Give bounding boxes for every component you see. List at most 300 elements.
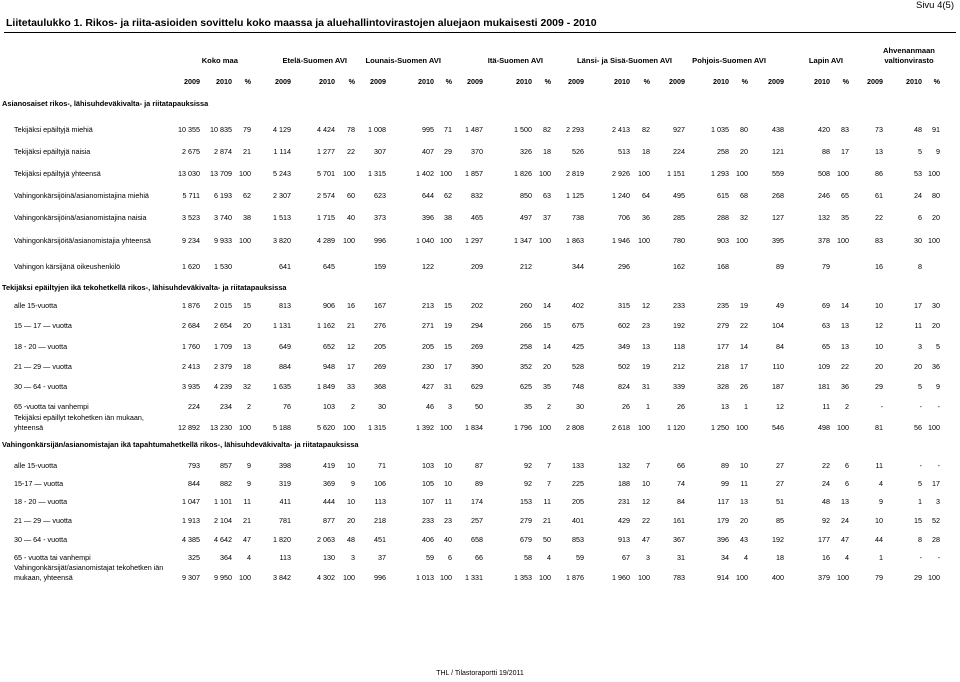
value-cell: 927	[673, 125, 685, 134]
value-cell: 16	[822, 553, 830, 562]
value-cell: 27	[776, 461, 784, 470]
value-cell: 882	[220, 479, 232, 488]
percent-cell: 100	[440, 573, 452, 582]
value-cell: 13 230	[210, 423, 232, 432]
value-cell: 271	[422, 321, 434, 330]
value-cell: 130	[323, 553, 335, 562]
value-cell: 813	[279, 301, 291, 310]
title-divider	[4, 32, 956, 33]
value-cell: 352	[520, 362, 532, 371]
percent-cell: 14	[841, 301, 849, 310]
value-cell: 67	[622, 553, 630, 562]
value-cell: 84	[677, 497, 685, 506]
percent-cell: 100	[638, 169, 650, 178]
value-cell: 53	[914, 169, 922, 178]
percent-cell: 20	[243, 321, 251, 330]
percent-cell: 20	[740, 516, 748, 525]
row-label: Tekijäksi epäillyt tekohetken iän mukaan,	[14, 413, 144, 422]
value-cell: 288	[717, 213, 729, 222]
value-cell: 4 385	[182, 535, 200, 544]
value-cell: 370	[471, 147, 483, 156]
row-label: Tekijäksi epäiltyjä miehiä	[14, 125, 93, 134]
percent-cell: 1	[744, 402, 748, 411]
value-cell: 12	[875, 321, 883, 330]
value-cell: 13	[875, 147, 883, 156]
percent-cell: 15	[243, 301, 251, 310]
percent-cell: -	[937, 461, 940, 470]
percent-cell: 14	[543, 301, 551, 310]
value-cell: 177	[717, 342, 729, 351]
value-cell: 234	[220, 402, 232, 411]
percent-cell: 9	[936, 147, 940, 156]
value-cell: 497	[520, 213, 532, 222]
value-cell: 269	[374, 362, 386, 371]
percent-cell: 10	[347, 461, 355, 470]
value-cell: 369	[323, 479, 335, 488]
value-cell: 13	[721, 402, 729, 411]
value-cell: 81	[875, 423, 883, 432]
value-cell: 65	[822, 342, 830, 351]
value-cell: 3 842	[273, 573, 291, 582]
percent-cell: 80	[932, 191, 940, 200]
percent-cell: 40	[444, 535, 452, 544]
value-cell: 161	[673, 516, 685, 525]
value-cell: 425	[572, 342, 584, 351]
percent-cell: 79	[243, 125, 251, 134]
percent-cell: 47	[642, 535, 650, 544]
year-header: 2010	[713, 77, 729, 86]
page-footer: THL / Tilastoraportti 19/2011	[436, 670, 524, 677]
value-cell: 61	[875, 191, 883, 200]
percent-cell: 22	[740, 321, 748, 330]
value-cell: 162	[673, 262, 685, 271]
value-cell: 2 293	[566, 125, 584, 134]
percent-cell: 11	[740, 479, 748, 488]
value-cell: 46	[426, 402, 434, 411]
value-cell: 319	[279, 479, 291, 488]
percent-cell: 4	[247, 553, 251, 562]
value-cell: 1 857	[465, 169, 483, 178]
percent-cell: 38	[444, 213, 452, 222]
value-cell: 948	[323, 362, 335, 371]
value-cell: 395	[772, 236, 784, 245]
percent-cell: -	[937, 402, 940, 411]
value-cell: 5 620	[317, 423, 335, 432]
value-cell: 10 355	[178, 125, 200, 134]
value-cell: 2 104	[214, 516, 232, 525]
percent-cell: 100	[736, 423, 748, 432]
value-cell: 230	[422, 362, 434, 371]
value-cell: 326	[520, 147, 532, 156]
value-cell: 996	[374, 573, 386, 582]
value-cell: 914	[717, 573, 729, 582]
percent-cell: 19	[642, 362, 650, 371]
value-cell: 13 030	[178, 169, 200, 178]
value-cell: 2 808	[566, 423, 584, 432]
value-cell: 2 413	[182, 362, 200, 371]
year-header: 2009	[568, 77, 584, 86]
value-cell: 1 151	[667, 169, 685, 178]
value-cell: 167	[374, 301, 386, 310]
value-cell: 5 188	[273, 423, 291, 432]
percent-cell: 100	[638, 236, 650, 245]
row-label-continued: mukaan, yhteensä	[14, 573, 73, 582]
value-cell: 2 015	[214, 301, 232, 310]
percent-cell: 4	[845, 553, 849, 562]
value-cell: 132	[618, 461, 630, 470]
percent-cell: 6	[845, 479, 849, 488]
value-cell: 24	[822, 479, 830, 488]
percent-cell: 31	[642, 382, 650, 391]
percent-cell: 100	[638, 423, 650, 432]
value-cell: 20	[875, 362, 883, 371]
value-cell: 22	[822, 461, 830, 470]
value-cell: 644	[422, 191, 434, 200]
value-cell: 122	[422, 262, 434, 271]
percent-cell: 2	[547, 402, 551, 411]
percent-cell: 20	[932, 321, 940, 330]
percent-header: %	[933, 77, 940, 86]
value-cell: 1 353	[514, 573, 532, 582]
value-cell: 877	[323, 516, 335, 525]
percent-cell: 17	[841, 147, 849, 156]
value-cell: 1 876	[182, 301, 200, 310]
value-cell: 13 709	[210, 169, 232, 178]
percent-cell: 100	[837, 169, 849, 178]
value-cell: 526	[572, 147, 584, 156]
year-header: 2010	[216, 77, 232, 86]
percent-cell: 37	[543, 213, 551, 222]
row-label: 21 — 29 — vuotta	[14, 362, 72, 371]
value-cell: 1 834	[465, 423, 483, 432]
value-cell: 783	[673, 573, 685, 582]
year-header: 2009	[669, 77, 685, 86]
year-header: 2010	[614, 77, 630, 86]
percent-header: %	[643, 77, 650, 86]
row-label: 65 - vuotta tai vanhempi	[14, 553, 91, 562]
value-cell: 92	[524, 479, 532, 488]
value-cell: 419	[323, 461, 335, 470]
percent-cell: 3	[351, 553, 355, 562]
value-cell: 339	[673, 382, 685, 391]
value-cell: 9 234	[182, 236, 200, 245]
region-header: Ahvenanmaan valtionvirasto	[883, 46, 935, 65]
value-cell: 649	[279, 342, 291, 351]
value-cell: 29	[875, 382, 883, 391]
row-label: Vahingonkärsijöinä/asianomistajina naisia	[14, 213, 147, 222]
value-cell: -	[880, 402, 883, 411]
value-cell: 1 530	[214, 262, 232, 271]
value-cell: 1 960	[612, 573, 630, 582]
percent-cell: 100	[736, 573, 748, 582]
percent-cell: 13	[841, 497, 849, 506]
value-cell: 174	[471, 497, 483, 506]
value-cell: 5	[918, 479, 922, 488]
percent-cell: 71	[444, 125, 452, 134]
value-cell: 368	[374, 382, 386, 391]
year-header: 2010	[418, 77, 434, 86]
percent-cell: 1	[646, 402, 650, 411]
year-header: 2010	[319, 77, 335, 86]
value-cell: 420	[818, 125, 830, 134]
value-cell: 1 635	[273, 382, 291, 391]
percent-cell: 100	[837, 236, 849, 245]
value-cell: 1 331	[465, 573, 483, 582]
value-cell: 1 347	[514, 236, 532, 245]
value-cell: 153	[520, 497, 532, 506]
value-cell: 307	[374, 147, 386, 156]
value-cell: 844	[188, 479, 200, 488]
year-header: 2009	[768, 77, 784, 86]
value-cell: 1 946	[612, 236, 630, 245]
value-cell: 20	[914, 362, 922, 371]
value-cell: -	[919, 402, 922, 411]
value-cell: 559	[772, 169, 784, 178]
value-cell: 109	[818, 362, 830, 371]
value-cell: 429	[618, 516, 630, 525]
percent-cell: 22	[347, 147, 355, 156]
value-cell: 10	[875, 301, 883, 310]
value-cell: 1 047	[182, 497, 200, 506]
row-label: Vahingonkärsijöitä/asianomistajia yhteensä	[14, 236, 151, 245]
percent-cell: 18	[543, 147, 551, 156]
value-cell: 50	[475, 402, 483, 411]
value-cell: 17	[914, 301, 922, 310]
value-cell: 344	[572, 262, 584, 271]
value-cell: 11	[914, 321, 922, 330]
value-cell: 1 120	[667, 423, 685, 432]
value-cell: 1 125	[566, 191, 584, 200]
percent-cell: 32	[740, 213, 748, 222]
percent-cell: 83	[841, 125, 849, 134]
percent-cell: 12	[347, 342, 355, 351]
value-cell: 159	[374, 262, 386, 271]
value-cell: 625	[520, 382, 532, 391]
value-cell: 279	[520, 516, 532, 525]
year-header: 2010	[906, 77, 922, 86]
value-cell: 258	[717, 147, 729, 156]
value-cell: 1 760	[182, 342, 200, 351]
value-cell: 379	[818, 573, 830, 582]
value-cell: 400	[772, 573, 784, 582]
value-cell: 218	[374, 516, 386, 525]
percent-cell: 100	[343, 423, 355, 432]
value-cell: 246	[818, 191, 830, 200]
row-label: 21 — 29 — vuotta	[14, 516, 72, 525]
percent-cell: 82	[642, 125, 650, 134]
value-cell: 279	[717, 321, 729, 330]
percent-cell: 2	[351, 402, 355, 411]
value-cell: 205	[422, 342, 434, 351]
value-cell: 83	[875, 236, 883, 245]
region-header: Pohjois-Suomen AVI	[692, 56, 766, 65]
value-cell: 3 740	[214, 213, 232, 222]
value-cell: 69	[822, 301, 830, 310]
value-cell: 5 711	[182, 191, 200, 200]
value-cell: 9 950	[214, 573, 232, 582]
percent-cell: 10	[347, 497, 355, 506]
value-cell: 2 926	[612, 169, 630, 178]
value-cell: 110	[772, 362, 784, 371]
percent-cell: 48	[347, 535, 355, 544]
percent-cell: 17	[740, 362, 748, 371]
value-cell: 179	[717, 516, 729, 525]
value-cell: 401	[572, 516, 584, 525]
value-cell: 652	[323, 342, 335, 351]
percent-cell: 100	[928, 236, 940, 245]
value-cell: 205	[572, 497, 584, 506]
value-cell: 49	[776, 301, 784, 310]
value-cell: 498	[818, 423, 830, 432]
percent-cell: 18	[243, 362, 251, 371]
section-heading: Vahingonkärsijän/asianomistajan ikä tapahtumahetkellä rikos-, lähisuhdeväkivalta- ja riitatapauksissa	[2, 440, 359, 449]
value-cell: 2 684	[182, 321, 200, 330]
section-heading: Tekijäksi epäiltyjen ikä tekohetkellä rikos-, lähisuhdeväkivalta- ja riitatapauksissa	[2, 283, 287, 292]
value-cell: 793	[188, 461, 200, 470]
value-cell: 406	[422, 535, 434, 544]
value-cell: 451	[374, 535, 386, 544]
value-cell: 99	[721, 479, 729, 488]
value-cell: 233	[673, 301, 685, 310]
percent-cell: 17	[932, 479, 940, 488]
value-cell: 117	[717, 497, 729, 506]
percent-cell: 62	[243, 191, 251, 200]
value-cell: 832	[471, 191, 483, 200]
value-cell: 266	[520, 321, 532, 330]
value-cell: 407	[422, 147, 434, 156]
value-cell: -	[919, 553, 922, 562]
value-cell: 79	[822, 262, 830, 271]
value-cell: 780	[673, 236, 685, 245]
value-cell: 66	[677, 461, 685, 470]
value-cell: -	[919, 461, 922, 470]
region-header: Lounais-Suomen AVI	[365, 56, 441, 65]
value-cell: 2 307	[273, 191, 291, 200]
percent-cell: 100	[928, 573, 940, 582]
percent-cell: 17	[444, 362, 452, 371]
value-cell: 3	[918, 342, 922, 351]
value-cell: 268	[772, 191, 784, 200]
value-cell: 390	[471, 362, 483, 371]
percent-cell: 31	[444, 382, 452, 391]
value-cell: 89	[721, 461, 729, 470]
page-number: Sivu 4(5)	[915, 0, 954, 11]
row-label: 65 -vuotta tai vanhempi	[14, 402, 89, 411]
value-cell: 853	[572, 535, 584, 544]
percent-cell: 2	[247, 402, 251, 411]
percent-cell: 20	[740, 147, 748, 156]
value-cell: 133	[572, 461, 584, 470]
row-label: alle 15-vuotta	[14, 461, 58, 470]
value-cell: 86	[875, 169, 883, 178]
value-cell: 1 620	[182, 262, 200, 271]
value-cell: 92	[822, 516, 830, 525]
value-cell: 231	[618, 497, 630, 506]
value-cell: 27	[776, 479, 784, 488]
value-cell: 187	[772, 382, 784, 391]
value-cell: 1 101	[214, 497, 232, 506]
value-cell: 30	[378, 402, 386, 411]
value-cell: 1 114	[273, 147, 291, 156]
value-cell: 1 131	[273, 321, 291, 330]
value-cell: 260	[520, 301, 532, 310]
value-cell: 31	[677, 553, 685, 562]
percent-cell: 33	[347, 382, 355, 391]
value-cell: 51	[776, 497, 784, 506]
percent-cell: 9	[247, 461, 251, 470]
percent-cell: 60	[347, 191, 355, 200]
value-cell: 63	[822, 321, 830, 330]
percent-cell: 100	[539, 169, 551, 178]
value-cell: 30	[576, 402, 584, 411]
value-cell: 438	[772, 125, 784, 134]
percent-cell: 100	[736, 236, 748, 245]
percent-cell: 100	[539, 236, 551, 245]
value-cell: 4 239	[214, 382, 232, 391]
row-label: 30 — 64 - vuotta	[14, 382, 68, 391]
percent-cell: 80	[740, 125, 748, 134]
value-cell: 1 240	[612, 191, 630, 200]
value-cell: 427	[422, 382, 434, 391]
percent-cell: 7	[547, 461, 551, 470]
value-cell: 349	[618, 342, 630, 351]
year-header: 2009	[184, 77, 200, 86]
percent-cell: 17	[347, 362, 355, 371]
value-cell: 2 413	[612, 125, 630, 134]
value-cell: 378	[818, 236, 830, 245]
value-cell: 106	[374, 479, 386, 488]
value-cell: 884	[279, 362, 291, 371]
value-cell: 1 487	[465, 125, 483, 134]
value-cell: 1 392	[416, 423, 434, 432]
value-cell: 1 162	[317, 321, 335, 330]
value-cell: 2 874	[214, 147, 232, 156]
percent-cell: 20	[932, 213, 940, 222]
value-cell: 9	[879, 497, 883, 506]
percent-header: %	[741, 77, 748, 86]
value-cell: 79	[875, 573, 883, 582]
row-label-continued: yhteensä	[14, 423, 44, 432]
percent-cell: 65	[841, 191, 849, 200]
percent-cell: 35	[841, 213, 849, 222]
percent-cell: 100	[440, 423, 452, 432]
value-cell: 58	[524, 553, 532, 562]
row-label: Vahingonkärsijät/asianomistajat tekohetken iän	[14, 563, 164, 572]
row-label: 15-17 — vuotta	[14, 479, 64, 488]
percent-cell: 100	[239, 236, 251, 245]
percent-cell: 36	[932, 362, 940, 371]
percent-cell: 13	[642, 342, 650, 351]
value-cell: 1 876	[566, 573, 584, 582]
value-cell: 205	[374, 342, 386, 351]
value-cell: 213	[422, 301, 434, 310]
percent-cell: 6	[845, 461, 849, 470]
value-cell: 315	[618, 301, 630, 310]
value-cell: 107	[422, 497, 434, 506]
value-cell: 2 574	[317, 191, 335, 200]
value-cell: 645	[323, 262, 335, 271]
percent-cell: 23	[642, 321, 650, 330]
value-cell: 602	[618, 321, 630, 330]
percent-cell: 11	[543, 497, 551, 506]
percent-cell: 14	[740, 342, 748, 351]
region-header: Itä-Suomen AVI	[487, 56, 543, 65]
value-cell: 824	[618, 382, 630, 391]
value-cell: 269	[471, 342, 483, 351]
percent-cell: 68	[740, 191, 748, 200]
value-cell: 850	[520, 191, 532, 200]
value-cell: 6 193	[214, 191, 232, 200]
